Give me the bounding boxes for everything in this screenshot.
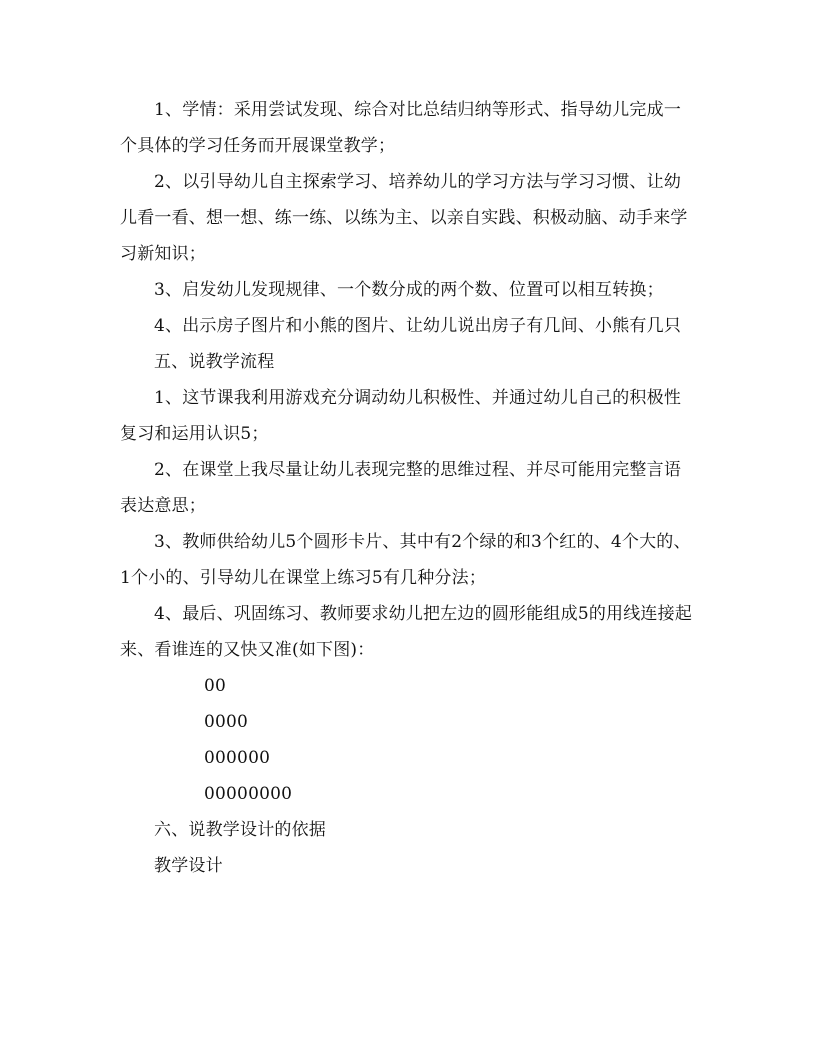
- paragraph-final: 教学设计: [154, 856, 223, 876]
- paragraph-7: 2、在课堂上我尽量让幼儿表现完整的思维过程、并尽可能用完整言语表达意思；: [120, 460, 682, 516]
- circle-row-3: 000000: [204, 748, 271, 768]
- paragraph-8: 3、教师供给幼儿5个圆形卡片、其中有2个绿的和3个红的、4个大的、1个小的、引导幼儿在课堂上练习5有几种分法；: [120, 532, 691, 588]
- paragraph-6: 1、这节课我利用游戏充分调动幼儿积极性、并通过幼儿自己的积极性复习和运用认识5；: [120, 388, 682, 444]
- circle-row-4: 00000000: [204, 784, 293, 804]
- document-body: [120, 92, 696, 884]
- paragraph-1: 1、学情：采用尝试发现、综合对比总结归纳等形式、指导幼儿完成一个具体的学习任务而开展课堂教学；: [120, 100, 682, 156]
- circle-row-2: 0000: [204, 712, 249, 732]
- circle-row-1: 00: [204, 676, 227, 696]
- paragraph-4: 4、出示房子图片和小熊的图片、让幼儿说出房子有几间、小熊有几只: [154, 316, 682, 336]
- section-heading-6: 六、说教学设计的依据: [154, 820, 326, 840]
- paragraph-3: 3、启发幼儿发现规律、一个数分成的两个数、位置可以相互转换；: [154, 280, 664, 300]
- paragraph-2: 2、以引导幼儿自主探索学习、培养幼儿的学习方法与学习习惯、让幼儿看一看、想一想、练一练、以练为主、以亲自实践、积极动脑、动手来学习新知识；: [120, 172, 688, 264]
- paragraph-9: 4、最后、巩固练习、教师要求幼儿把左边的圆形能组成5的用线连接起来、看谁连的又快又准(如下图)：: [120, 604, 693, 660]
- section-heading-5: 五、说教学流程: [154, 352, 275, 372]
